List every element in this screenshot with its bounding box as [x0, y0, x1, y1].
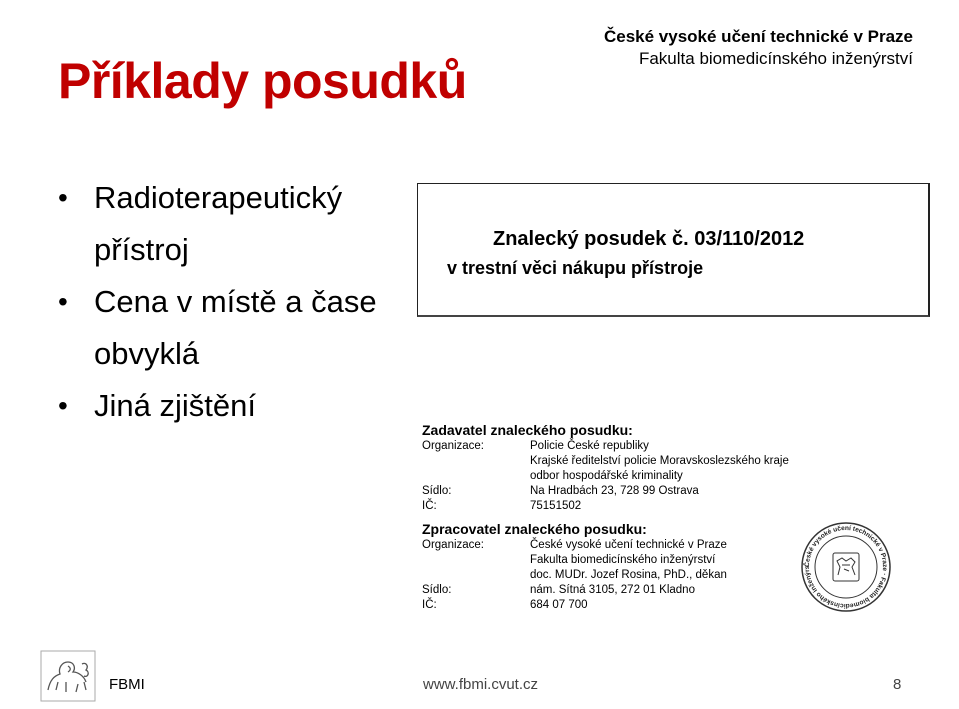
document-title: Znalecký posudek č. 03/110/2012: [493, 228, 805, 250]
row-label: Organizace:: [422, 440, 485, 452]
row-label: Organizace:: [422, 539, 485, 551]
row-value: Krajské ředitelství policie Moravskoslezského kraje: [530, 455, 789, 467]
row-label: Sídlo:: [422, 485, 452, 497]
bullet-list: [56, 172, 411, 432]
fbmi-logo-icon: [40, 650, 96, 702]
client-row: [422, 454, 789, 469]
page-number: 8: [893, 676, 902, 693]
client-row: [422, 469, 789, 484]
document-title-box: [417, 183, 930, 317]
author-row: [422, 568, 727, 583]
row-value: 75151502: [530, 500, 582, 512]
author-heading: Zpracovatel znaleckého posudku:: [422, 521, 647, 537]
university-header: [604, 26, 913, 70]
row-value: nám. Sítná 3105, 272 01 Kladno: [530, 584, 695, 596]
client-row: [422, 484, 789, 499]
university-name: České vysoké učení technické v Praze: [603, 27, 913, 46]
footer-org: FBMI: [109, 676, 145, 693]
client-section: [422, 421, 789, 514]
row-value: doc. MUDr. Jozef Rosina, PhD., děkan: [530, 569, 727, 581]
slide-title: Příklady posudků: [58, 53, 467, 109]
author-section: [422, 520, 727, 613]
row-value: Na Hradbách 23, 728 99 Ostrava: [530, 485, 699, 497]
author-row: [422, 538, 727, 553]
stamp-text: České vysoké učení technické v Praze · Fakulta biomedicínského inženýrs: [803, 524, 889, 610]
row-label: IČ:: [422, 500, 437, 512]
faculty-name: Fakulta biomedicínského inženýrství: [638, 49, 913, 68]
row-label: IČ:: [422, 599, 437, 611]
author-row: [422, 553, 727, 568]
row-label: [422, 568, 530, 583]
author-row: [422, 598, 727, 613]
footer-url[interactable]: www.fbmi.cvut.cz: [423, 676, 539, 693]
bullet-item: • Jiná zjištění: [56, 380, 411, 432]
row-value: České vysoké učení technické v Praze: [530, 539, 727, 551]
client-row: [422, 499, 789, 514]
client-row: [422, 439, 789, 454]
client-heading: Zadavatel znaleckého posudku:: [422, 422, 633, 438]
author-row: [422, 583, 727, 598]
row-label: [422, 469, 530, 484]
bullet-item: • Radioterapeutický přístroj: [56, 172, 411, 276]
bullet-item: • Cena v místě a čase obvyklá: [56, 276, 411, 380]
row-label: [422, 553, 530, 568]
document-subtitle: v trestní věci nákupu přístroje: [447, 258, 704, 278]
lion-emblem-icon: [833, 553, 859, 581]
row-label: Sídlo:: [422, 584, 452, 596]
row-value: Policie České republiky: [530, 440, 649, 452]
row-label: [422, 454, 530, 469]
official-stamp: [800, 521, 892, 613]
row-value: 684 07 700: [530, 599, 588, 611]
row-value: Fakulta biomedicínského inženýrství: [530, 554, 716, 566]
row-value: odbor hospodářské kriminality: [530, 470, 683, 482]
